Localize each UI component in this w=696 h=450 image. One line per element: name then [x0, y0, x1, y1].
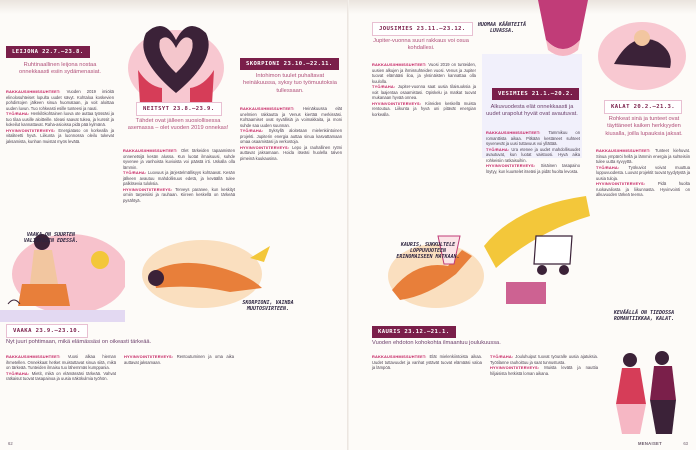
- vaaka-woman-illustration: [0, 214, 125, 327]
- neitsyt-intro: Tähdet ovat jälleen suosiollisessa asemassa – olet vuoden 2019 onnekas!: [127, 118, 229, 132]
- neitsyt-job-label: TYÖ/RAHA:: [123, 170, 147, 176]
- kalat-love-label: RAKKAUS/IHMISSUHTEET:: [596, 148, 651, 153]
- vesimies-love-text: Tammikuu on romanttista aikaa. Pitkään kestäneet suhteet syvenevät ja uusi tuttavuus voi yllättää.: [486, 130, 581, 147]
- magazine-name: MENAISET: [637, 441, 662, 446]
- kauris-job-text: Jouluhuiput tuovat työuralle uusia ajatuksia. Työtilanne rauhoittuu ja saat tunnustusta.: [490, 354, 599, 365]
- jousimies-title: JOUSIMIES 23.11.–23.12.: [372, 22, 473, 36]
- skorpioni-intro: Intohimon tuulet puhaltavat heinäkuussa, syksy tuo työmuutoksia tullessaan.: [243, 73, 337, 94]
- kauris-love-label: RAKKAUS/IHMISSUHTEET:: [372, 354, 427, 359]
- neitsyt-body: [123, 148, 235, 203]
- vesimies-love-label: RAKKAUS/IHMISSUHTEET:: [486, 130, 541, 135]
- vesimies-pot-illustration: [528, 0, 598, 65]
- vaaka-job-label: TYÖ/RAHA:: [6, 370, 30, 376]
- vesimies-intro: Alkuvuodesta elät onnekkaasti ja uudet urapolut hyvät ovat avautuvat.: [486, 104, 578, 118]
- jousimies-love-text: Vuosi 2019 on tunteiden, uusien alkujen ja ihmissuhteiden vuosi. Venus ja Jupiter tuovat elämääsi iloa, ja yksinäisten kannattaa olla kuulolla.: [372, 62, 476, 84]
- heart-hands-illustration: [126, 18, 226, 113]
- kauris-intro: Vuoden ehdoton kohokohta ilmaantuu joulukuussa.: [372, 340, 501, 346]
- leijona-job-label: TYÖ/RAHA:: [6, 111, 30, 117]
- kalat-health-text: Pidä huolta ruokavaliosta ja liikunnasta. Hyvinvointi on alkuvuoden tärkeä teema.: [596, 181, 690, 198]
- kalat-health-label: HYVINVOINTI/TERVEYS:: [596, 181, 646, 187]
- neitsyt-love-text: Olet tärkeiden tapaamisten onnenetsijä kesän alussa. Kun luotat ilmaisuusi, suhde syvenee ja vanhoista kuvioista voi päästä irti. Uskalla olla lämmin.: [123, 148, 235, 170]
- jousimies-health-label: HYVINVOINTI/TERVEYS:: [372, 100, 422, 106]
- vaaka-health-text: Rentoutuminen ja oma aika auttavat jaksamaan.: [124, 354, 234, 365]
- right-page-number: 63: [683, 441, 688, 446]
- dancing-couple-illustration: [600, 344, 694, 441]
- leijona-health-label: HYVINVOINTI/TERVEYS:: [6, 127, 56, 133]
- page-gutter: [347, 0, 349, 450]
- skorpioni-job-text: Syksyllä aloitetaan mielenkiintoinen projekti. Jupiterin energia auttaa sinua kasvattamaan omaa osaamistasi ja verkostoja.: [240, 128, 342, 145]
- vesimies-caption: HUOMAA KÄÄNTEITÄ LUVASSA.: [477, 22, 527, 34]
- kauris-body-col1: [372, 354, 482, 371]
- skorpioni-love-text: Heinäkuussa elät unelmien rakkautta ja Venus kiertää merkissäsi. Kohtaamiset ovat syvällisiä ja voimakkaita, ja moni suhde saa uuden suunnan.: [240, 106, 343, 128]
- kauris-love-text: Elät mielenkiintoista aikaa. Uudet tuttavuudet ja vanhat ystävät tuovat elämääsi valoa ja lämpöä.: [372, 354, 482, 371]
- skorpioni-body: [240, 106, 342, 161]
- kalat-body: [596, 148, 690, 198]
- leijona-body: [6, 89, 114, 144]
- vaaka-title: VAAKA 23.9.–23.10.: [6, 324, 88, 338]
- vesimies-job-label: TYÖ/RAHA:: [486, 146, 510, 152]
- leijona-job-text: Henkilökohtainen luova ote auttaa työssäsi ja tuo tilaa uusille aloitteille. Ideasi saavat tukea, ja kurssit ja kokeilut kannattavat. Raha-asioissa pidä pää kylmänä.: [6, 111, 114, 128]
- kalat-figure-illustration: [596, 8, 688, 99]
- jousimies-caption: KAURIS, SUKKULTELE LOPPUVUOTEEN ERINOMAISEEN MATKAAN.: [396, 242, 460, 260]
- neitsyt-health-label: HYVINVOINTI/TERVEYS:: [123, 186, 173, 192]
- leijona-intro: Ruhtinaallinen leijona nostaa onnekkaasti esiin sydämenasiat.: [19, 62, 101, 76]
- vaaka-caption: VAAKA ON SUURTEN VALINTOJEN EDESSÄ.: [23, 232, 79, 244]
- leijona-love-text: Vuoden 2019 imiöitä elinolosuhteiset lopulta uudet sävyt. Kohtaloa koskevien pohdintojen jälkeen sinua huomataan, ja voit aloittaa uuden luvun. Tuo rohkeasti esille tunteesi ja nauti.: [6, 89, 114, 111]
- jousimies-job-text: Jupiter-vuonna saat uusia tilaisuuksia ja voit laajentaa osaamistasi. Opiskelu ja matkat tuovat mukanaan hyvää onnea.: [372, 84, 476, 101]
- kauris-job-label: TYÖ/RAHA:: [490, 354, 514, 359]
- vesimies-title: VESIMIES 21.1.–20.2.: [492, 88, 579, 100]
- kalat-title: KALAT 20.2.–21.3.: [604, 100, 682, 114]
- skorpioni-job-label: TYÖ/RAHA:: [240, 128, 264, 134]
- leijona-title: LEIJONA 22.7.–23.8.: [6, 46, 90, 58]
- vaaka-health-label: HYVINVOINTI/TERVEYS:: [124, 354, 174, 359]
- skorpioni-title: SKORPIONI 23.10.–22.11.: [240, 58, 339, 70]
- neitsyt-health-text: Terveys paranee, kun keskityt omiin tarpeisiisi ja rauhaan. Kiireen keskellä on tärkeää pysähtyä.: [123, 186, 235, 203]
- kalat-job-text: Työkuviot voivat muuttua loppuvuodesta. Luovat projektit tuovat tyydytystä ja uusia tuloja.: [596, 164, 691, 181]
- kalat-job-label: TYÖ/RAHA:: [596, 164, 620, 170]
- kauris-title: KAURIS 23.12.–21.1.: [372, 326, 456, 338]
- vesimies-job-text: Ura etenee ja uudet mahdollisuudet avautuvat, kun luotat vaistoosi. Hyvä aika rohkeisiin ratkaisuihin.: [486, 146, 581, 163]
- jousimies-intro: Jupiter-vuonna suuri rakkaus voi osua kohdallesi.: [373, 38, 469, 52]
- vaaka-job-text: Mietit, mikä on elämässäsi tärkeää. Vahvat ratkaisut tuovat tasapainoa ja uusia näkökulmia työhön.: [6, 370, 116, 382]
- vaaka-intro: Nyt juuri pohtimaan, mikä elämässäsi on oikeasti tärkeää.: [6, 339, 152, 345]
- kauris-health-label: HYVINVOINTI/TERVEYS:: [490, 365, 540, 371]
- vesimies-body: [486, 130, 580, 174]
- neitsyt-love-label: RAKKAUS/IHMISSUHTEET:: [123, 148, 178, 153]
- rollerskates-illustration: [476, 186, 594, 311]
- vaaka-love-label: RAKKAUS/IHMISSUHTEET:: [6, 354, 61, 359]
- skorpioni-love-label: RAKKAUS/IHMISSUHTEET:: [240, 106, 295, 111]
- vaaka-body-col1: [6, 354, 116, 382]
- jousimies-body: [372, 62, 476, 117]
- kalat-caption: KEVÄÄLLÄ ON TIEDOSSA ROMANTIIKKAA, KALAT.: [613, 310, 675, 322]
- left-page-number: 62: [8, 441, 13, 446]
- leijona-health-text: Energiataso on korkealla ja vitaliteetti hyvä. Liikunta ja luonnossa oleilu tukevat jaksamista, kunhan muistat myös levätä.: [6, 127, 114, 144]
- kauris-hand-drink-illustration: [378, 220, 488, 321]
- vesimies-health-text: Sisäinen tasapaino löytyy, kun kuuntelet itseäsi ja pidät huolta levosta.: [486, 163, 580, 174]
- leijona-love-label: RAKKAUS/IHMISSUHTEET:: [6, 89, 61, 94]
- vesimies-health-label: HYVINVOINTI/TERVEYS:: [486, 163, 536, 169]
- jousimies-health-text: Kiireiden keskellä muista rentoutua. Liikunta ja hyvä uni pitävät energian korkealla.: [372, 100, 476, 117]
- jousimies-job-label: TYÖ/RAHA:: [372, 84, 396, 90]
- vaaka-love-text: Vuosi alkaa hieman ihmetellen. Onnekkaat hetket muistuttavat sinua siitä, mikä on tärkeää. Tunteiden ilmaisu tuo lähemmäs kumppania.: [6, 354, 116, 371]
- skorpioni-health-text: Lepo ja rauhallinen rytmi auttavat jaksamaan. Hoida itseäsi huolella talven pimeinä kuukausina.: [240, 144, 342, 161]
- skorpioni-health-label: HYVINVOINTI/TERVEYS:: [240, 144, 290, 150]
- kalat-love-text: Tunteet kiehuvat. Sinua ympäröi hellä ja lämmin energia ja suhteisiin tulee uutta syvyyttä.: [596, 148, 690, 165]
- jousimies-love-label: RAKKAUS/IHMISSUHTEET:: [372, 62, 427, 67]
- kauris-body-col2: [490, 354, 598, 376]
- neitsyt-job-text: Luovuus ja järjestelmällisyys kohtaavat. Kesän jälkeen avautuu mahdollisuus edetä, ja keväällä tulee palkitsevia tuloksia.: [123, 170, 235, 187]
- skorpioni-caption: SKORPIONI, VAIHDA MUUTOSVIRTEEN.: [242, 300, 294, 312]
- neitsyt-title: NEITSYT 23.8.–23.9.: [136, 102, 222, 116]
- kauris-health-text: Muista levätä ja nauttia hiljaisista hetkistä loman aikana.: [490, 365, 598, 376]
- kalat-intro: Rohkeat sinä ja tunteet ovat täyttäneet kaiken herkkyyden kiusalla, joilla lupauksia jaksat.: [605, 116, 683, 137]
- vaaka-body-col2: [124, 354, 234, 365]
